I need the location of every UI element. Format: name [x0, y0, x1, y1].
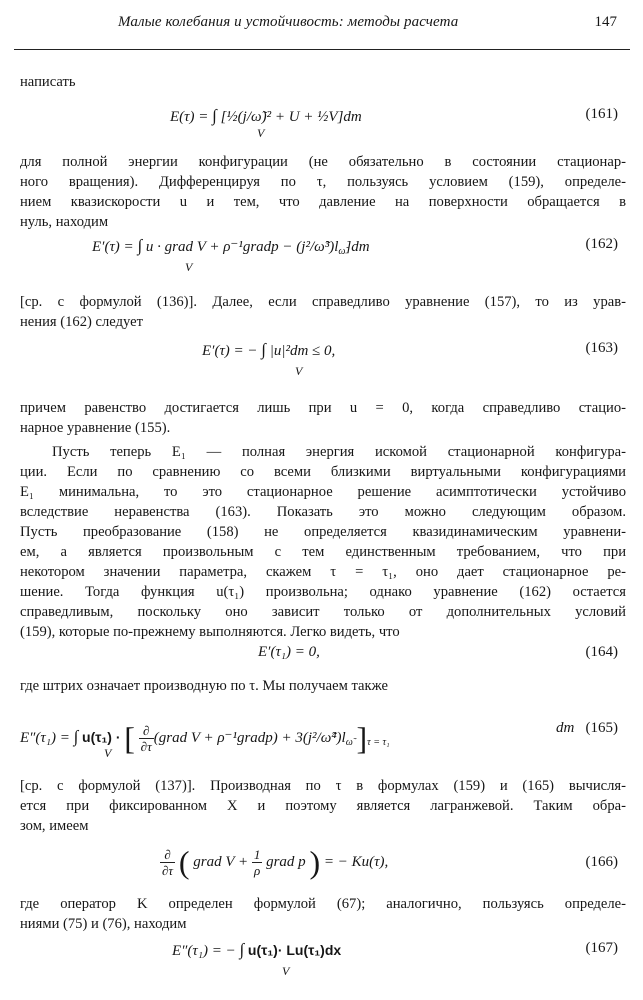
paragraph-reference-136	[20, 292, 626, 332]
text-line: некотором значении параметра, скажем τ = τ₁, оно дает стационарное ре-	[20, 564, 626, 580]
text-line: причем равенство достигается лишь при u = 0, когда справедливо стацио-	[20, 400, 626, 416]
equation-integrand: u · grad V + ρ⁻¹gradp − (j²/ω̃³)l	[145, 239, 339, 255]
paragraph-operator-k	[20, 894, 626, 934]
text-line: написать	[20, 74, 76, 90]
page-number: 147	[594, 14, 617, 30]
equation-integrand: |u|²dm ≤ 0,	[269, 343, 336, 359]
equation-u-term: u(τ₁) ·	[82, 728, 121, 745]
paragraph-intro	[20, 72, 626, 92]
text-line: шение. Тогда функция u(τ₁) произвольна; однако уравнение (162) остается	[20, 584, 626, 600]
equation-166	[20, 840, 626, 888]
equation-lhs: E′(τ) = −	[202, 343, 258, 359]
fraction-one-over-rho: $\frac{1}{\rho}$	[253, 847, 261, 878]
equation-161	[20, 106, 626, 146]
integral-domain: V	[185, 260, 193, 274]
equation-integrand: u(τ₁)· Lu(τ₁)dx	[247, 942, 342, 958]
text-line: нуль, находим	[20, 214, 109, 230]
subscript: ω̃	[345, 736, 353, 748]
equation-number: (161)	[585, 106, 618, 122]
text-line: [ср. с формулой (137)]. Производная по τ в формулах (159) и (165) вычисля-	[20, 778, 626, 794]
left-paren: (	[178, 844, 190, 880]
equation-163	[20, 340, 626, 380]
right-bracket: ]	[356, 720, 368, 756]
text-line: справедливым, поскольку оно зависит только от дополнительных условий	[20, 604, 626, 620]
text-line: E₁ минимальна, то это стационарное решение асимптотически устойчиво	[20, 484, 626, 500]
equation-number: (166)	[585, 854, 618, 870]
inner-grad-p: grad p	[266, 853, 306, 870]
text-line: ется при фиксированном X и поэтому является лагранжевой. Таким обра-	[20, 798, 626, 814]
running-title: Малые колебания и устойчивость: методы расчета	[118, 14, 459, 30]
left-bracket: [	[124, 720, 135, 756]
integral-sign: ∫	[137, 236, 143, 255]
text-line: нием квазискорости u и тем, что давление на поверхности обращается в	[20, 194, 626, 210]
equation-formula: E′(τ₁) = 0,	[258, 644, 320, 660]
text-line: Пусть теперь E₁ — полная энергия искомой стационарной конфигура-	[52, 444, 626, 460]
equation-number: (164)	[585, 644, 618, 660]
equation-number: (167)	[585, 940, 618, 956]
text-line: для полной энергии конфигурации (не обязательно в состоянии стационар-	[20, 154, 626, 170]
equation-number: (162)	[585, 236, 618, 252]
right-paren: )	[309, 844, 321, 880]
text-line: зом, имеем	[20, 818, 89, 834]
equation-lhs: E″(τ₁) =	[20, 729, 70, 746]
equation-167	[20, 940, 626, 980]
equation-lhs: E′(τ) =	[92, 239, 134, 255]
integral-sign: ∫	[212, 106, 217, 125]
paragraph-equality	[20, 398, 626, 438]
text-line: ем, а является произвольным с тем единственным требованием, что при	[20, 544, 626, 560]
equation-162	[20, 236, 626, 276]
running-header	[0, 14, 643, 40]
integral-domain: V	[295, 364, 303, 378]
partial-derivative: $\frac{\partial}{\partial\tau}$	[140, 723, 152, 754]
equation-integrand: [½(j/ω̃)² + U + ½V]dm	[220, 109, 362, 125]
paragraph-reference-137	[20, 776, 626, 836]
equation-tail: dm	[556, 720, 575, 736]
integral-domain: V	[282, 964, 290, 978]
integral-sign: ∫	[73, 726, 79, 746]
text-line: ции. Если по сравнению со всеми близкими виртуальными конфигурациями	[20, 464, 626, 480]
equation-number: (163)	[585, 340, 618, 356]
paragraph-prime	[20, 676, 626, 696]
text-line: где штрих означает производную по τ. Мы получаем также	[20, 678, 388, 694]
paragraph-energy	[20, 152, 626, 232]
text-line: нения (162) следует	[20, 314, 143, 330]
integral-sign: ∫	[239, 940, 245, 959]
text-line: где оператор K определен формулой (67); аналогично, пользуясь определе-	[20, 896, 626, 912]
integral-domain: V	[104, 746, 112, 760]
integral-sign: ∫	[261, 340, 266, 359]
paragraph-stability	[20, 442, 626, 642]
equation-165	[20, 710, 626, 766]
text-line: ниями (75) и (76), находим	[20, 916, 187, 932]
equation-rhs: = − Ku(τ),	[323, 853, 389, 870]
subscript: ω̃	[338, 246, 346, 257]
equation-lhs: E(τ) =	[170, 109, 209, 125]
partial-derivative: $\frac{\partial}{\partial\tau}$	[162, 847, 174, 878]
inner-grad-v: grad V +	[193, 853, 249, 870]
text-line: ного вращения). Дифференцируя по τ, пользуясь условием (159), определе-	[20, 174, 626, 190]
header-rule	[14, 49, 630, 50]
text-line: Пусть преобразование (158) не определяется квазидинамическим уравнени-	[20, 524, 626, 540]
text-line: [ср. с формулой (136)]. Далее, если справедливо уравнение (157), то из урав-	[20, 294, 626, 310]
equation-number: (165)	[585, 720, 618, 736]
text-line: (159), которые по-прежнему выполняются. Легко видеть, что	[20, 624, 400, 640]
text-line: нарное уравнение (155).	[20, 420, 171, 436]
evaluation-point: τ = τ₁	[367, 736, 390, 748]
equation-lhs: E″(τ₁) = −	[172, 943, 236, 959]
equation-body: (grad V + ρ⁻¹gradp) + 3(j²/ω̃⁴)l	[153, 729, 346, 746]
equation-tail: ]dm	[345, 239, 370, 255]
integral-domain: V	[257, 126, 265, 140]
text-line: вследствие неравенства (163). Показать это можно следующим образом.	[20, 504, 626, 520]
